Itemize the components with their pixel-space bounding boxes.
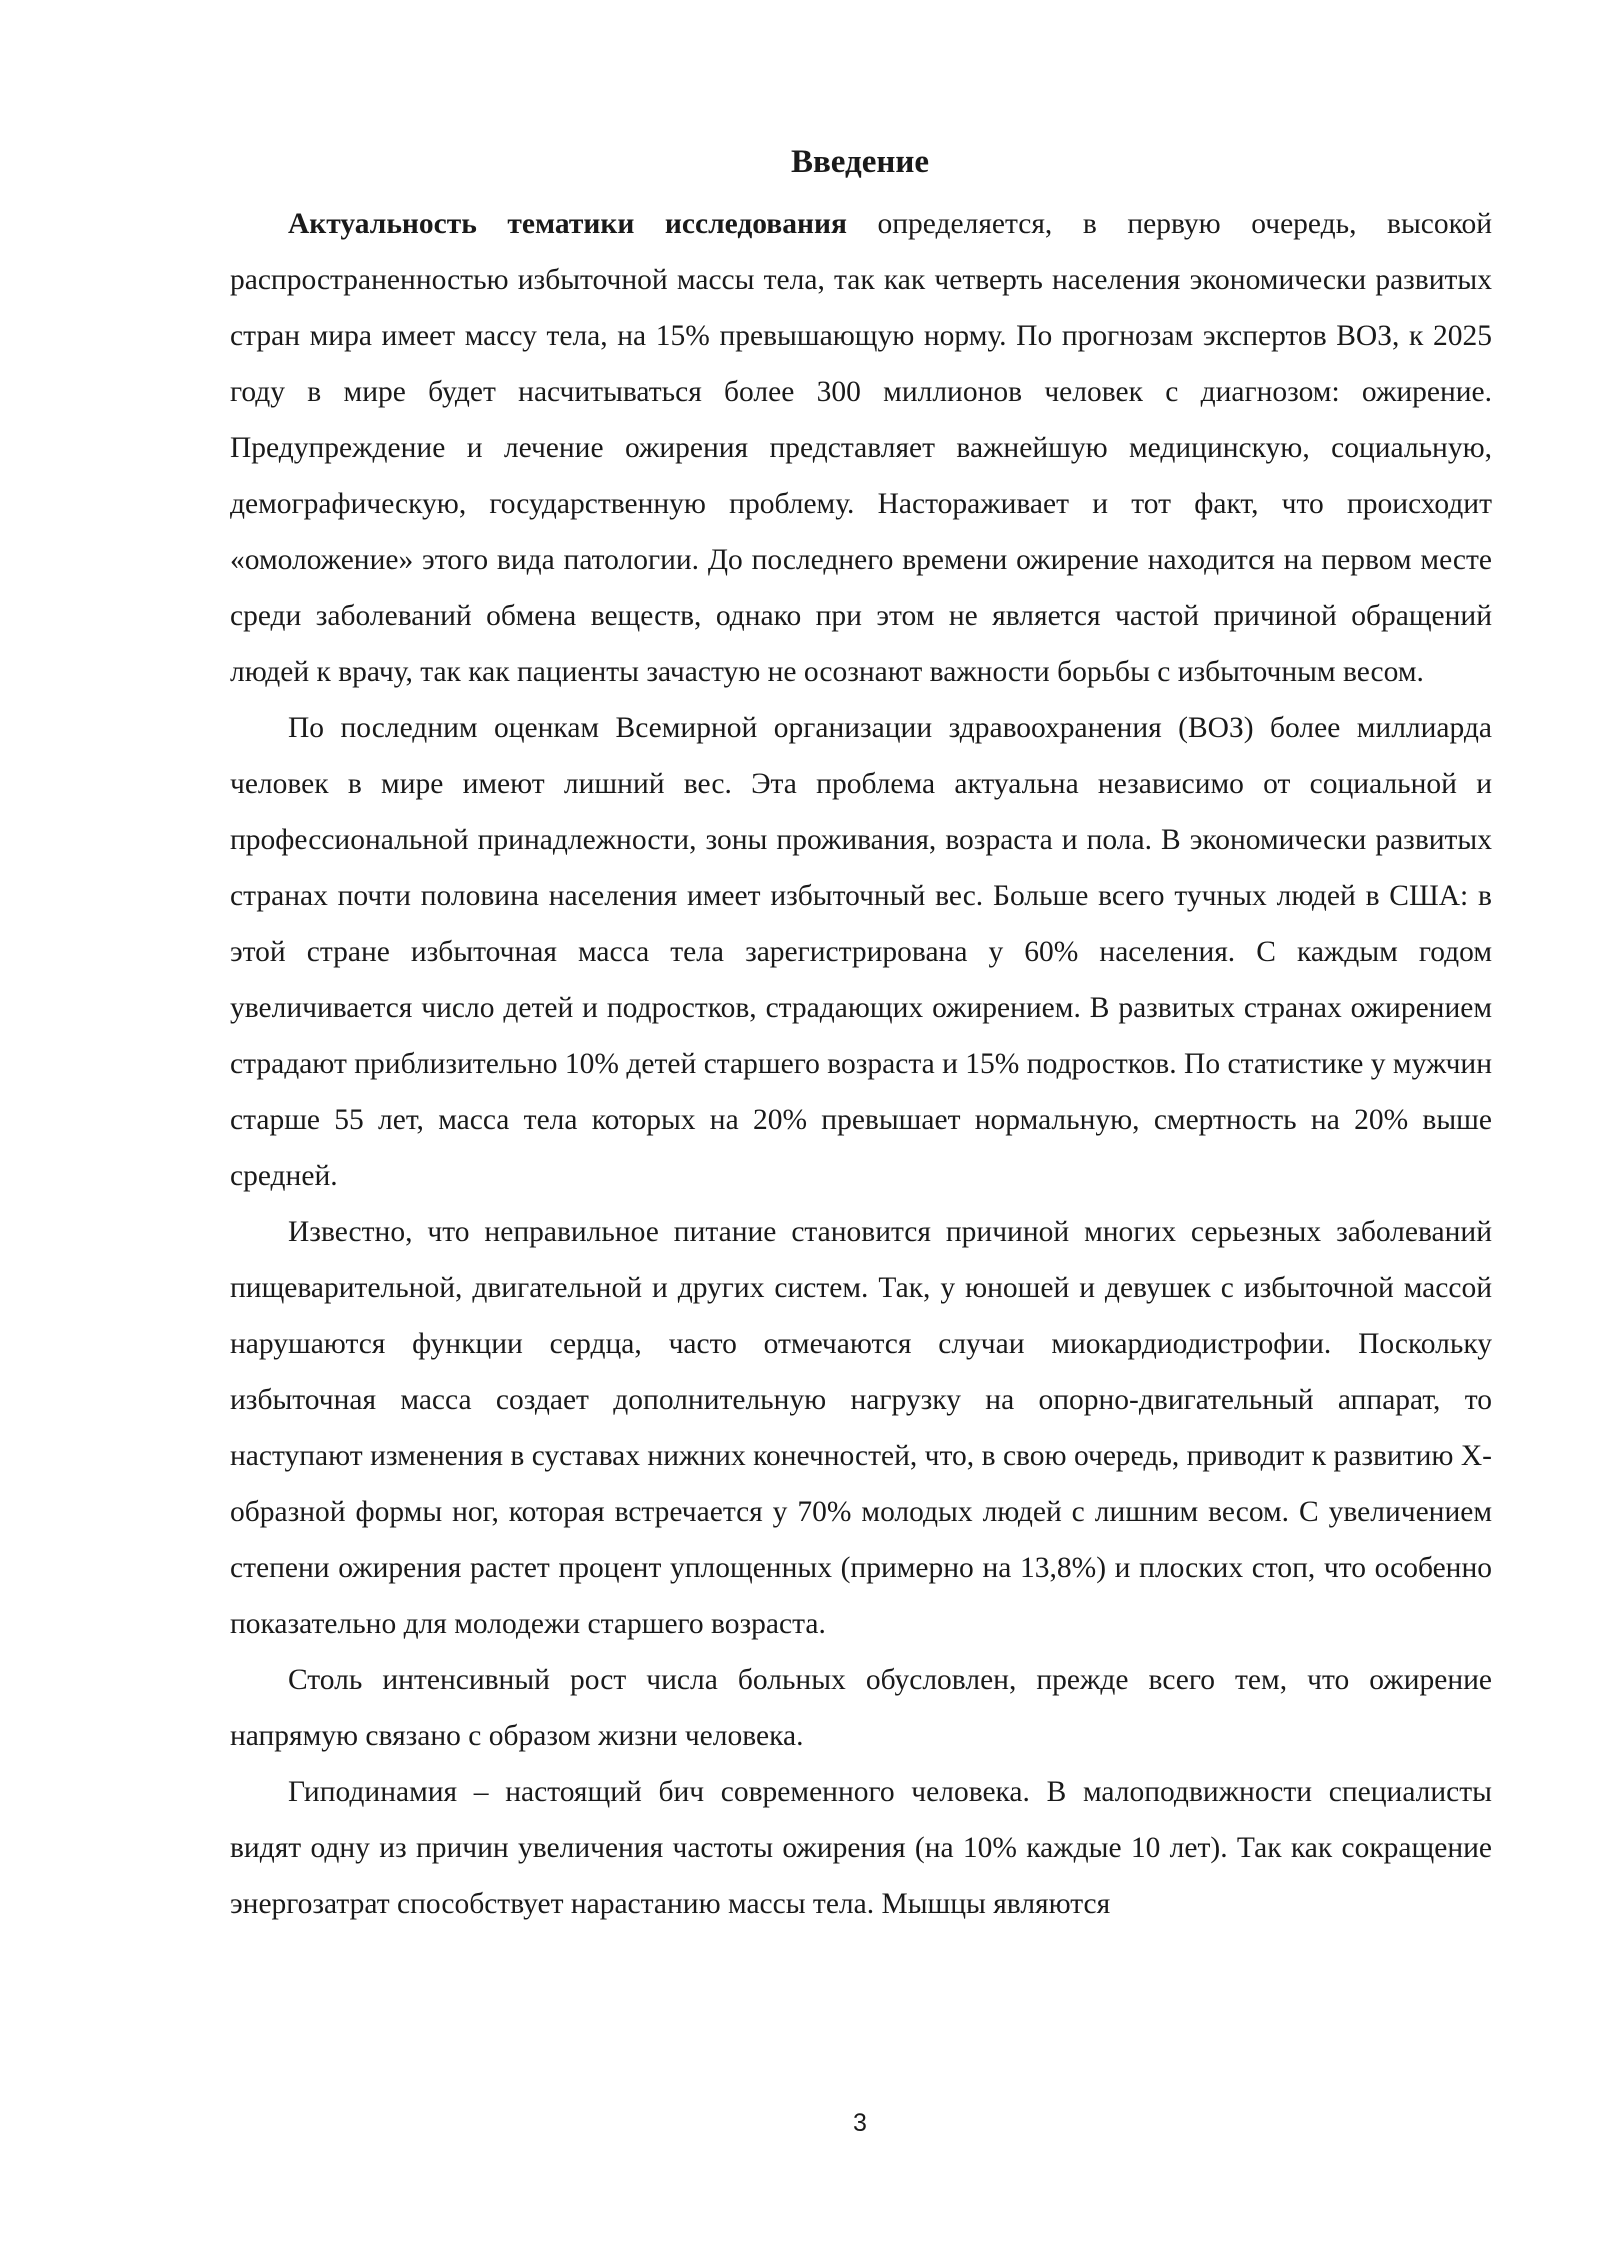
page-number: 3 [853,2109,867,2137]
paragraph-5: Гиподинамия – настоящий бич современного человека. В малоподвижности специалисты видят одну из причин увеличения частоты ожирения (на 10% каждые 10 лет). Так как сокращение энергозатрат способствует нарастанию массы тела. Мышцы являются [230,1776,1492,1920]
paragraph-text: определяется, в первую очередь, высокой распространенностью избыточной массы тела, так как четверть населения экономически развитых стран мира имеет массу тела, на 15% превышающую норму. По прогнозам экспертов ВОЗ, к 2025 году в мире будет насчитываться более 300 миллионов человек с диагнозом: ожирение. Предупреждение и лечение ожирения представляет важнейшую медицинскую, социальную, демографическую, государственную проблему. Настораживает и тот факт, что происходит «омоложение» этого вида патологии. До последнего времени ожирение находится на первом месте среди заболеваний обмена веществ, однако при этом не является частой причиной обращений людей к врачу, так как пациенты зачастую не осознают важности борьбы с избыточным весом. [230,208,1492,688]
document-body [230,196,1492,1932]
paragraph-1 [230,196,1492,700]
paragraph-2: По последним оценкам Всемирной организации здравоохранения (ВОЗ) более миллиарда человек в мире имеют лишний вес. Эта проблема актуальна независимо от социальной и профессиональной принадлежности, зоны проживания, возраста и пола. В экономически развитых странах почти половина населения имеет избыточный вес. Больше всего тучных людей в США: в этой стране избыточная масса тела зарегистрирована у 60% населения. С каждым годом увеличивается число детей и подростков, страдающих ожирением. В развитых странах ожирением страдают приблизительно 10% детей старшего возраста и 15% подростков. По статистике у мужчин старше 55 лет, масса тела которых на 20% превышает нормальную, смертность на 20% выше средней. [230,712,1492,1192]
paragraph-3: Известно, что неправильное питание становится причиной многих серьезных заболеваний пищеварительной, двигательной и других систем. Так, у юношей и девушек с избыточной массой нарушаются функции сердца, часто отмечаются случаи миокардиодистрофии. Поскольку избыточная масса создает дополнительную нагрузку на опорно-двигательный аппарат, то наступают изменения в суставах нижних конечностей, что, в свою очередь, приводит к развитию Х-образной формы ног, которая встречается у 70% молодых людей с лишним весом. С увеличением степени ожирения растет процент уплощенных (примерно на 13,8%) и плоских стоп, что особенно показательно для молодежи старшего возраста. [230,1216,1492,1640]
paragraph-lead: Актуальность тематики исследования [288,208,847,240]
page-title: Введение [790,144,930,180]
paragraph-4: Столь интенсивный рост числа больных обусловлен, прежде всего тем, что ожирение напрямую связано с образом жизни человека. [230,1664,1492,1752]
